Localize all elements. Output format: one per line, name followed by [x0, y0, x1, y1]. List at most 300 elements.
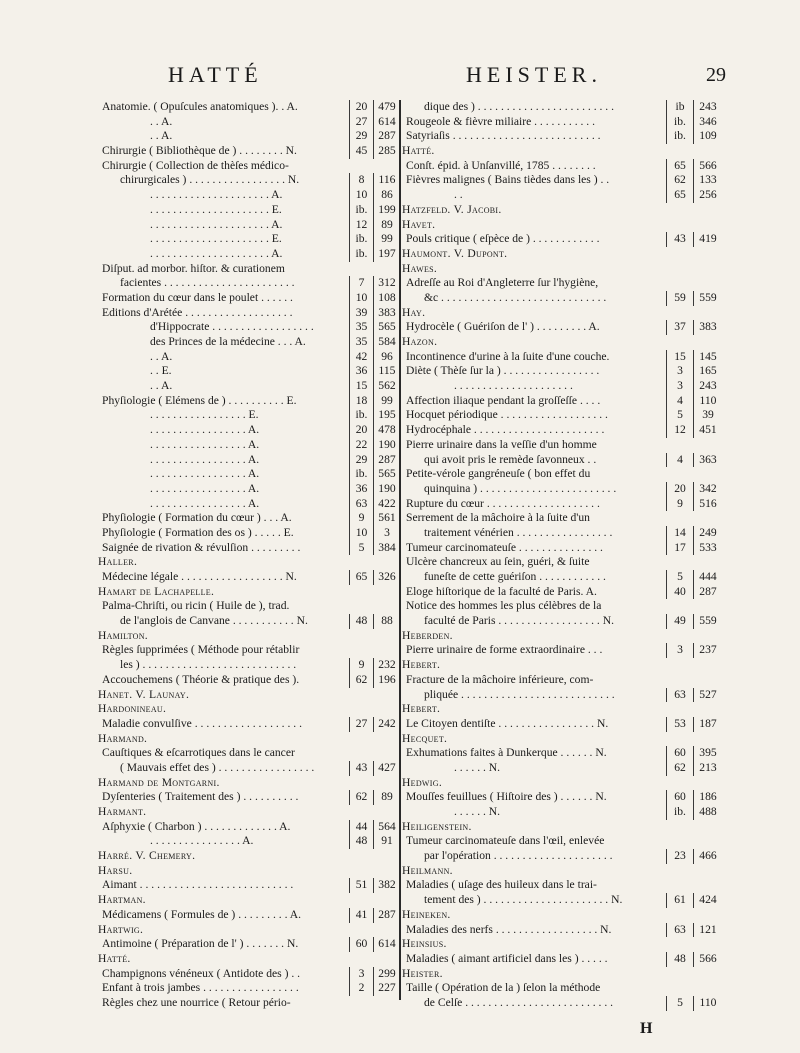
index-entry [402, 394, 722, 409]
index-entry [98, 364, 400, 379]
volume-number: 29 [349, 453, 373, 468]
index-entry [402, 115, 722, 130]
volume-number: 10 [349, 526, 373, 541]
page-reference: 243 [693, 379, 722, 394]
index-entry [98, 408, 400, 423]
entry-text: . . . . . . . . . . . . . . . . . A. [150, 467, 260, 481]
volume-number: 29 [349, 129, 373, 144]
index-entry [402, 173, 722, 188]
index-heading [402, 144, 722, 159]
entry-text: Affection iliaque pendant la groſſeſſe . . . . [406, 393, 601, 407]
entry-text: . . [454, 188, 463, 202]
entry-text: . . . . . . . . . . . . . . . . . A. [150, 481, 260, 495]
index-entry [402, 673, 722, 688]
author-name: Hamart de Lachapelle. [98, 584, 215, 598]
author-name: Heineken. [402, 907, 451, 921]
entry-text: quinquina ) . . . . . . . . . . . . . . . . . . . . . . . . [424, 481, 617, 495]
author-name: Harmand de Montgarni. [98, 775, 220, 789]
index-entry [402, 232, 722, 247]
index-entry [98, 570, 400, 585]
page-reference: 383 [693, 320, 722, 335]
page-reference: 562 [373, 379, 400, 394]
entry-text: Pierre urinaire dans la veſſie d'un homme [406, 437, 597, 451]
index-entry [98, 159, 400, 174]
page-reference: 299 [373, 967, 400, 982]
index-heading [98, 864, 400, 879]
index-entry [402, 438, 722, 453]
entry-text: Diète ( Thèſe ſur la ) . . . . . . . . . . . . . . . . . [406, 364, 600, 378]
volume-number: ib. [349, 408, 373, 423]
entry-text: Rougeole & fièvre miliaire . . . . . . . . . . . [406, 114, 595, 128]
author-name: Heiligenstein. [402, 819, 472, 833]
page-reference: 108 [373, 291, 400, 306]
index-entry [402, 526, 722, 541]
index-entry [402, 996, 722, 1011]
entry-text: Médecine légale . . . . . . . . . . . . . . . . . . N. [102, 570, 297, 583]
page-reference: 564 [373, 820, 400, 835]
volume-number: 7 [349, 276, 373, 291]
index-entry [98, 497, 400, 512]
page-reference: 133 [693, 173, 722, 188]
index-entry [98, 232, 400, 247]
index-heading [402, 262, 722, 277]
volume-number: 65 [666, 159, 693, 174]
entry-text: de Celſe . . . . . . . . . . . . . . . . . . . . . . . . . . [424, 995, 614, 1009]
index-entry [402, 688, 722, 703]
page-reference: 89 [373, 790, 400, 805]
page-reference: 516 [693, 497, 722, 512]
volume-number: 12 [349, 218, 373, 233]
entry-text: Hydrocéphale . . . . . . . . . . . . . . . . . . . . . . . [406, 423, 605, 437]
page-reference: 187 [693, 717, 722, 732]
volume-number: 48 [666, 952, 693, 967]
volume-number: 3 [666, 379, 693, 394]
volume-number: 20 [349, 100, 373, 115]
volume-number: 22 [349, 438, 373, 453]
volume-number: 20 [349, 423, 373, 438]
index-entry [98, 291, 400, 306]
index-heading [402, 702, 722, 717]
page-reference: 186 [693, 790, 722, 805]
entry-text: ( Mauvais effet des ) . . . . . . . . . . . . . . . . . [120, 760, 315, 774]
index-entry [98, 173, 400, 188]
entry-text: par l'opération . . . . . . . . . . . . . . . . . . . . . [424, 849, 613, 863]
volume-number: 40 [666, 585, 693, 600]
page-reference: 287 [373, 129, 400, 144]
volume-number: 5 [349, 541, 373, 556]
volume-number: 20 [666, 482, 693, 497]
volume-number: 37 [666, 320, 693, 335]
volume-number: 43 [666, 232, 693, 247]
author-name: Hardonineau. [98, 702, 167, 716]
author-name: Havet. [402, 217, 436, 231]
volume-number: ib. [666, 115, 693, 130]
entry-text: facientes . . . . . . . . . . . . . . . . . . . . . . . [120, 276, 295, 290]
index-entry [402, 482, 722, 497]
index-entry [402, 849, 722, 864]
page-reference: 243 [693, 100, 722, 115]
page-reference: 466 [693, 849, 722, 864]
page-reference: 614 [373, 115, 400, 130]
author-name: Hatté. [98, 951, 131, 965]
volume-number: 15 [349, 379, 373, 394]
page-reference: 566 [693, 952, 722, 967]
author-name: Heilmann. [402, 863, 453, 877]
volume-number: 63 [349, 497, 373, 512]
page-reference: 232 [373, 658, 400, 673]
entry-text: Saignée de rivation & révulſion . . . . . . . . . [102, 540, 301, 554]
entry-text: Maladies ( aimant artificiel dans les ) . . . . . [406, 951, 608, 965]
index-entry [98, 188, 400, 203]
entry-text: Accouchemens ( Théorie & pratique des ). [102, 672, 300, 686]
page-reference: 533 [693, 541, 722, 556]
author-name: Hatzfeld. V. Jacobi. [402, 202, 502, 216]
entry-text: Exhumations faites à Dunkerque . . . . . . N. [406, 746, 607, 760]
entry-text: chirurgicales ) . . . . . . . . . . . . . . . . . N. [120, 173, 300, 187]
index-heading [98, 688, 400, 703]
index-heading [402, 820, 722, 835]
volume-number: 3 [666, 643, 693, 658]
entry-text: Champignons vénéneux ( Antidote des ) . . [102, 966, 301, 980]
volume-number: 62 [349, 790, 373, 805]
entry-text: Aſphyxie ( Charbon ) . . . . . . . . . . . . . A. [102, 819, 291, 833]
entry-text: . . . . . . . . . . . . . . . . . . . . . A. [150, 246, 283, 260]
volume-number: 51 [349, 878, 373, 893]
index-entry [98, 878, 400, 893]
index-entry [98, 614, 400, 629]
index-entry [402, 497, 722, 512]
page-reference: 566 [693, 159, 722, 174]
index-entry [98, 320, 400, 335]
volume-number: 61 [666, 893, 693, 908]
page-reference: 256 [693, 188, 722, 203]
volume-number: 17 [666, 541, 693, 556]
entry-text: . . A. [150, 114, 173, 128]
entry-text: . . . . . . . . . . . . . . . . . A. [150, 423, 260, 437]
entry-text: . . . . . . N. [454, 760, 501, 774]
entry-text: Maladie convulſive . . . . . . . . . . . . . . . . . . . [102, 716, 302, 730]
index-heading [98, 702, 400, 717]
volume-number: 35 [349, 320, 373, 335]
index-heading [98, 923, 400, 938]
page-reference: 249 [693, 526, 722, 541]
volume-number: 5 [666, 408, 693, 423]
entry-text: Diſput. ad morbor. hiſtor. & curationem [102, 261, 285, 275]
volume-number: 63 [666, 688, 693, 703]
author-name: Hartwig. [98, 922, 144, 936]
index-heading [402, 937, 722, 952]
index-heading [402, 776, 722, 791]
volume-number: ib. [349, 203, 373, 218]
page-reference: 115 [373, 364, 400, 379]
entry-text: Tumeur carcinomateuſe dans l'œil, enlevée [406, 834, 605, 848]
index-entry [98, 350, 400, 365]
index-entry [98, 526, 400, 541]
volume-number: ib. [349, 467, 373, 482]
entry-text: funeſte de cette guériſon . . . . . . . . . . . . [424, 570, 606, 583]
page-reference: 196 [373, 673, 400, 688]
entry-text: Règles ſupprimées ( Méthode pour rétablir [102, 643, 300, 657]
entry-text: Palma-Chriſti, ou ricin ( Huile de ), trad. [102, 599, 290, 613]
volume-number: 4 [666, 394, 693, 409]
volume-number: 10 [349, 291, 373, 306]
index-entry [402, 291, 722, 306]
author-name: Hartman. [98, 893, 146, 907]
page-reference: 326 [373, 570, 400, 585]
volume-number: 9 [349, 511, 373, 526]
volume-number: 41 [349, 908, 373, 923]
entry-text: Chirurgie ( Bibliothèque de ) . . . . . . . . N. [102, 144, 297, 158]
index-entry [402, 159, 722, 174]
volume-number: 36 [349, 482, 373, 497]
entry-text: pliquée . . . . . . . . . . . . . . . . . . . . . . . . . . . [424, 687, 615, 701]
author-name: Hecquet. [402, 731, 448, 745]
entry-text: Antimoine ( Préparation de l' ) . . . . . . . N. [102, 937, 299, 951]
page-reference: 199 [373, 203, 400, 218]
volume-number: 43 [349, 761, 373, 776]
index-heading [98, 776, 400, 791]
index-entry [98, 981, 400, 996]
entry-text: Notice des hommes les plus célèbres de la [406, 599, 602, 613]
page-reference: 614 [373, 937, 400, 952]
page-reference: 419 [693, 232, 722, 247]
index-entry [98, 115, 400, 130]
index-entry [402, 614, 722, 629]
entry-text: Mouſſes feuillues ( Hiſtoire des ) . . . . . . N. [406, 790, 607, 804]
index-entry [98, 717, 400, 732]
entry-text: Incontinence d'urine à la ſuite d'une couche. [406, 349, 610, 363]
index-heading [98, 629, 400, 644]
index-entry [98, 834, 400, 849]
page-reference: 527 [693, 688, 722, 703]
volume-number: 35 [349, 335, 373, 350]
index-entry [98, 262, 400, 277]
volume-number: 48 [349, 614, 373, 629]
index-heading [402, 732, 722, 747]
entry-text: traitement vénérien . . . . . . . . . . . . . . . . . [424, 525, 613, 539]
index-heading [98, 952, 400, 967]
author-name: Hatté. [402, 144, 435, 158]
index-entry [402, 981, 722, 996]
signature-mark: H [640, 1020, 653, 1037]
page-reference: 145 [693, 350, 722, 365]
entry-text: Editions d'Arétée . . . . . . . . . . . . . . . . . . . [102, 305, 293, 319]
index-heading [98, 732, 400, 747]
entry-text: Chirurgie ( Collection de thèſes médico- [102, 158, 289, 172]
index-entry [402, 320, 722, 335]
author-name: Hebert. [402, 658, 441, 672]
volume-number: 3 [349, 967, 373, 982]
index-entry [98, 394, 400, 409]
index-heading [98, 849, 400, 864]
index-entry [402, 100, 722, 115]
page-reference: 89 [373, 218, 400, 233]
index-entry [98, 467, 400, 482]
entry-text: de l'anglois de Canvane . . . . . . . . . . . N. [120, 614, 308, 628]
volume-number: 62 [666, 761, 693, 776]
entry-text: . . . . . . . . . . . . . . . . . A. [150, 437, 260, 451]
index-heading [402, 203, 722, 218]
index-entry [402, 585, 722, 600]
index-entry [98, 996, 400, 1011]
index-entry [402, 350, 722, 365]
index-entry [402, 599, 722, 614]
index-entry [98, 541, 400, 556]
entry-text: Anatomie. ( Opuſcules anatomiques ). . A. [102, 100, 298, 113]
volume-number: ib. [349, 247, 373, 262]
volume-number: 14 [666, 526, 693, 541]
entry-text: des Princes de la médecine . . . A. [150, 335, 306, 348]
running-head-left: HATTÉ [168, 62, 263, 87]
page-reference: 559 [693, 614, 722, 629]
author-name: Heister. [402, 966, 443, 980]
index-heading [402, 306, 722, 321]
index-entry [98, 218, 400, 233]
index-entry [98, 306, 400, 321]
page-reference: 427 [373, 761, 400, 776]
page-reference: 422 [373, 497, 400, 512]
index-entry [402, 805, 722, 820]
volume-number: 5 [666, 570, 693, 585]
author-name: Hebert. [402, 702, 441, 716]
index-entry [402, 467, 722, 482]
entry-text: Aimant . . . . . . . . . . . . . . . . . . . . . . . . . . . [102, 878, 294, 892]
author-name: Harré. V. Chemery. [98, 849, 196, 863]
index-heading [402, 247, 722, 262]
page-reference: 488 [693, 805, 722, 820]
page-reference: 395 [693, 746, 722, 761]
entry-text: Hocquet périodique . . . . . . . . . . . . . . . . . . . [406, 408, 608, 422]
page-reference: 383 [373, 306, 400, 321]
volume-number: 27 [349, 115, 373, 130]
entry-text: Le Citoyen dentiſte . . . . . . . . . . . . . . . . . N. [406, 716, 609, 730]
page-reference: 197 [373, 247, 400, 262]
index-entry [98, 511, 400, 526]
author-name: Harmant. [98, 805, 147, 818]
author-name: Hamilton. [98, 628, 148, 642]
entry-text: Cauſtiques & eſcarrotiques dans le cancer [102, 746, 295, 760]
page-reference: 287 [693, 585, 722, 600]
index-entry [98, 673, 400, 688]
author-name: Haller. [98, 555, 138, 569]
page-reference: 478 [373, 423, 400, 438]
entry-text: tement des ) . . . . . . . . . . . . . . . . . . . . . . N. [424, 893, 623, 907]
page-reference: 559 [693, 291, 722, 306]
volume-number: 53 [666, 717, 693, 732]
volume-number: ib. [666, 805, 693, 820]
volume-number: 63 [666, 923, 693, 938]
page-reference: 363 [693, 453, 722, 468]
page-reference: 165 [693, 364, 722, 379]
author-name: Heberden. [402, 628, 453, 642]
page-reference: 86 [373, 188, 400, 203]
volume-number: 10 [349, 188, 373, 203]
index-entry [402, 188, 722, 203]
entry-text: Règles chez une nourrice ( Retour pério- [102, 995, 291, 1009]
index-entry [98, 100, 400, 115]
index-heading [98, 585, 400, 600]
page-reference: 227 [373, 981, 400, 996]
volume-number: 62 [666, 173, 693, 188]
index-entry [98, 453, 400, 468]
volume-number: 60 [349, 937, 373, 952]
page-reference: 116 [373, 173, 400, 188]
entry-text: Tumeur carcinomateuſe . . . . . . . . . . . . . . . [406, 540, 603, 554]
index-entry [98, 599, 400, 614]
entry-text: Phyſiologie ( Formation du cœur ) . . . A. [102, 511, 292, 525]
entry-text: . . . . . . . . . . . . . . . . . . . . . A. [150, 217, 283, 231]
page-number: 29 [706, 64, 726, 86]
author-name: Heinsius. [402, 937, 447, 951]
volume-number: 45 [349, 144, 373, 159]
index-heading [98, 805, 400, 820]
index-entry [98, 643, 400, 658]
volume-number: 18 [349, 394, 373, 409]
entry-text: . . . . . . . . . . . . . . . . . . . . . E. [150, 202, 282, 216]
index-entry [98, 247, 400, 262]
page-reference: 109 [693, 129, 722, 144]
volume-number: 39 [349, 306, 373, 321]
page-reference: 190 [373, 482, 400, 497]
index-heading [402, 864, 722, 879]
volume-number: ib. [666, 129, 693, 144]
index-entry [98, 790, 400, 805]
volume-number: 27 [349, 717, 373, 732]
page-reference: 110 [693, 394, 722, 409]
entry-text: Petite-vérole gangréneuſe ( bon effet du [406, 467, 591, 481]
index-entry [98, 129, 400, 144]
index-entry [402, 364, 722, 379]
index-entry [402, 923, 722, 938]
index-entry [402, 129, 722, 144]
entry-text: Maladies des nerfs . . . . . . . . . . . . . . . . . . N. [406, 922, 612, 936]
entry-text: . . . . . . . . . . . . . . . . . A. [150, 452, 260, 466]
page-reference: 384 [373, 541, 400, 556]
entry-text: Phyſiologie ( Elémens de ) . . . . . . . . . . E. [102, 393, 297, 407]
volume-number: 15 [666, 350, 693, 365]
column-divider [399, 100, 401, 1000]
index-entry [402, 408, 722, 423]
index-entry [402, 453, 722, 468]
page-reference: 3 [373, 526, 400, 541]
page-reference: 213 [693, 761, 722, 776]
volume-number: 42 [349, 350, 373, 365]
entry-text: Médicamens ( Formules de ) . . . . . . . . . A. [102, 907, 301, 921]
entry-text: Formation du cœur dans le poulet . . . . . . [102, 290, 293, 304]
entry-text: . . A. [150, 129, 173, 143]
page-reference: 287 [373, 453, 400, 468]
author-name: Hawes. [402, 261, 438, 275]
entry-text: Pouls critique ( eſpèce de ) . . . . . . . . . . . . [406, 232, 600, 246]
index-entry [98, 423, 400, 438]
index-entry [98, 438, 400, 453]
index-entry [402, 643, 722, 658]
volume-number: 36 [349, 364, 373, 379]
index-entry [402, 511, 722, 526]
index-entry [98, 203, 400, 218]
index-entry [402, 541, 722, 556]
index-heading [402, 335, 722, 350]
index-heading [402, 629, 722, 644]
running-head-right: HEISTER. [466, 62, 602, 87]
index-entry [402, 790, 722, 805]
page-reference: 451 [693, 423, 722, 438]
author-name: Haumont. V. Dupont. [402, 246, 508, 260]
right-column [402, 100, 722, 1011]
entry-text: Enfant à trois jambes . . . . . . . . . . . . . . . . . [102, 981, 299, 995]
index-entry [98, 746, 400, 761]
page-reference: 110 [693, 996, 722, 1011]
